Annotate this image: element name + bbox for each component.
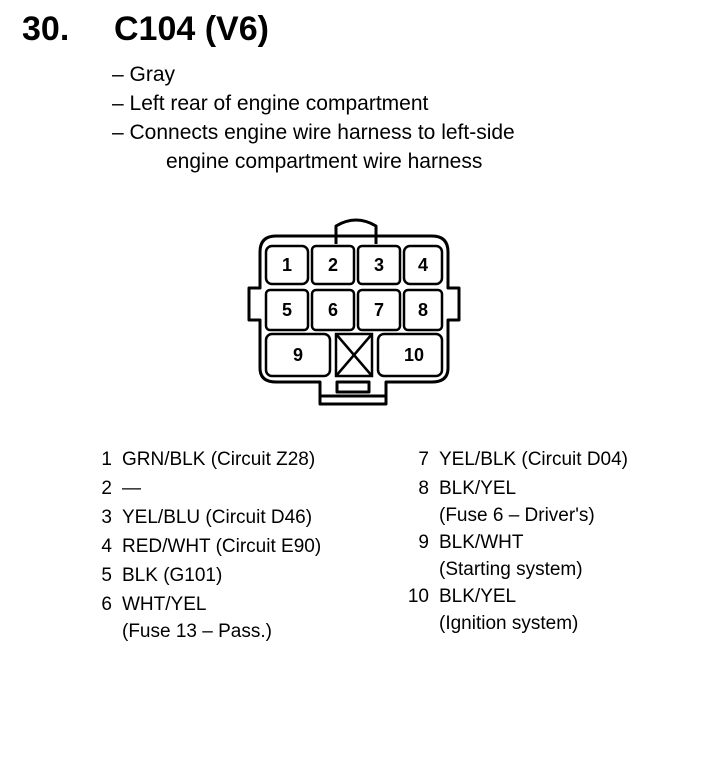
pin-number: 7 [418, 449, 429, 470]
cavity-label-9: 9 [292, 345, 304, 365]
pin-row-1 [88, 445, 321, 474]
connector-face [236, 218, 476, 414]
pin-description: RED/WHT (Circuit E90) [122, 536, 322, 557]
pin-number: 9 [418, 532, 429, 553]
cavity-label-8: 8 [417, 300, 429, 320]
pin-number: 2 [101, 478, 112, 499]
pin-row-10 [405, 582, 628, 636]
description-connects-continuation: engine compartment wire harness [166, 150, 483, 173]
pin-row-5 [88, 561, 321, 590]
pin-description: WHT/YEL [122, 594, 207, 615]
pin-description: BLK (G101) [122, 565, 223, 586]
section-number: 30. [22, 10, 70, 48]
cavity-label-10: 10 [403, 345, 425, 365]
pin-description-detail: (Ignition system) [439, 613, 579, 634]
pin-description: BLK/YEL [439, 478, 517, 499]
cavity-label-4: 4 [417, 255, 429, 275]
top-latch [336, 220, 376, 244]
pin-description: — [122, 478, 141, 499]
pin-description-detail: (Fuse 13 – Pass.) [122, 621, 272, 642]
description-connects: – Connects engine wire harness to left-side [112, 121, 515, 144]
pin-description: BLK/WHT [439, 532, 524, 553]
pin-number: 3 [101, 507, 112, 528]
pin-row-7 [405, 445, 628, 474]
cavity-label-7: 7 [373, 300, 385, 320]
connector-description [112, 60, 515, 176]
pin-number: 10 [407, 586, 429, 607]
cavity-label-6: 6 [327, 300, 339, 320]
pin-list-left [88, 445, 321, 644]
pin-number: 5 [101, 565, 112, 586]
pin-description-detail: (Fuse 6 – Driver's) [439, 505, 595, 526]
pin-row-8 [405, 474, 628, 528]
cavity-label-2: 2 [327, 255, 339, 275]
pin-row-9 [405, 528, 628, 582]
pin-description-detail: (Starting system) [439, 559, 583, 580]
pin-description: GRN/BLK (Circuit Z28) [122, 449, 316, 470]
connector-title: C104 (V6) [114, 10, 269, 48]
pin-row-4 [88, 532, 321, 561]
bottom-tab-slot [337, 382, 369, 392]
description-color: – Gray [112, 63, 176, 86]
pin-row-6 [88, 590, 321, 644]
pin-description: BLK/YEL [439, 586, 517, 607]
pin-description: YEL/BLU (Circuit D46) [122, 507, 313, 528]
pin-row-3 [88, 503, 321, 532]
pin-description: YEL/BLK (Circuit D04) [439, 449, 629, 470]
cavity-label-3: 3 [373, 255, 385, 275]
cavity-label-1: 1 [281, 255, 293, 275]
page-heading [22, 10, 269, 49]
pin-number: 8 [418, 478, 429, 499]
pin-number: 6 [101, 594, 112, 615]
connector-diagram [236, 218, 476, 414]
pin-number: 1 [101, 449, 112, 470]
pin-row-2 [88, 474, 321, 503]
pin-list-right [405, 445, 628, 636]
cavity-label-5: 5 [281, 300, 293, 320]
description-location: – Left rear of engine compartment [112, 92, 429, 115]
pin-number: 4 [101, 536, 112, 557]
